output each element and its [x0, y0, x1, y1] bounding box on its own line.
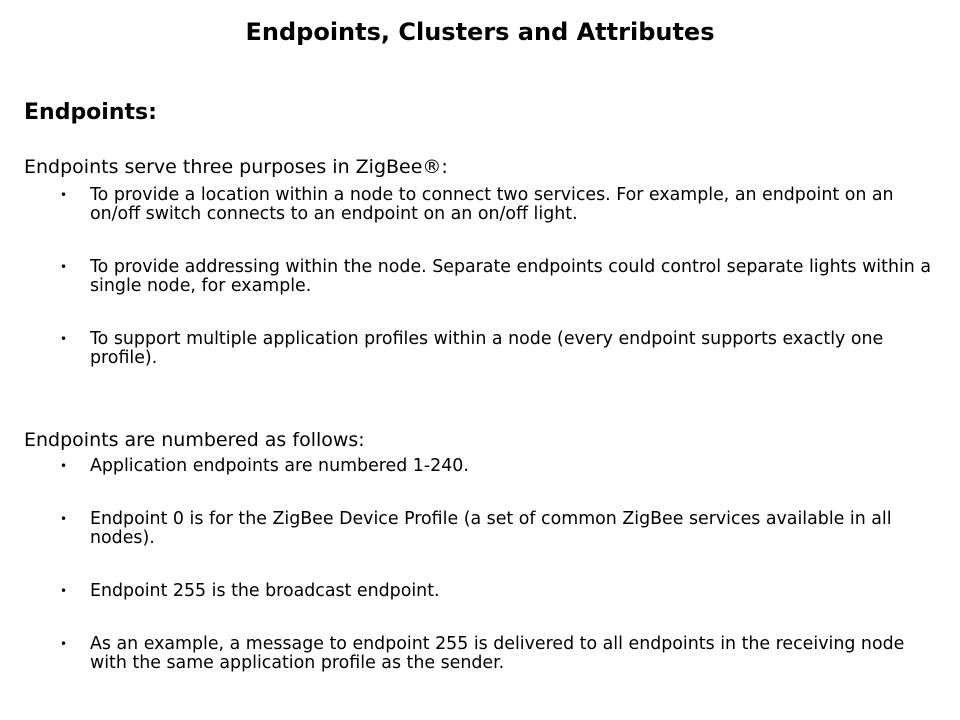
list-item-text: To provide addressing within the node. Separate endpoints could control separate lights within a single node, for example. [90, 257, 932, 296]
bullet-icon: • [60, 512, 68, 526]
list-item [0, 582, 960, 601]
bullet-icon: • [60, 260, 68, 274]
list-item-text: To provide a location within a node to connect two services. For example, an endpoint on an on/off switch connects to an endpoint on an on/off light. [90, 185, 894, 224]
list-item [0, 258, 960, 296]
numbering-list [0, 457, 960, 707]
list-item-text: To support multiple application profiles within a node (every endpoint supports exactly one profile). [90, 329, 884, 368]
bullet-icon: • [60, 332, 68, 346]
list-item [0, 457, 960, 476]
slide-title: Endpoints, Clusters and Attributes [245, 18, 715, 46]
purposes-intro: Endpoints serve three purposes in ZigBee®: [24, 156, 448, 178]
list-item-text: As an example, a message to endpoint 255 is delivered to all endpoints in the receiving node with the same application profile as the sender. [90, 634, 905, 673]
numbering-intro: Endpoints are numbered as follows: [24, 429, 365, 451]
list-item [0, 186, 960, 224]
list-item [0, 330, 960, 368]
bullet-icon: • [60, 637, 68, 651]
bullet-icon: • [60, 584, 68, 598]
bullet-icon: • [60, 459, 68, 473]
purposes-list [0, 186, 960, 402]
bullet-icon: • [60, 188, 68, 202]
list-item-text: Endpoint 255 is the broadcast endpoint. [90, 581, 440, 601]
list-item [0, 510, 960, 548]
list-item [0, 635, 960, 673]
list-item-text: Application endpoints are numbered 1-240. [90, 456, 469, 476]
section-heading: Endpoints: [24, 100, 157, 125]
list-item-text: Endpoint 0 is for the ZigBee Device Profile (a set of common ZigBee services available in all nodes). [90, 509, 892, 548]
